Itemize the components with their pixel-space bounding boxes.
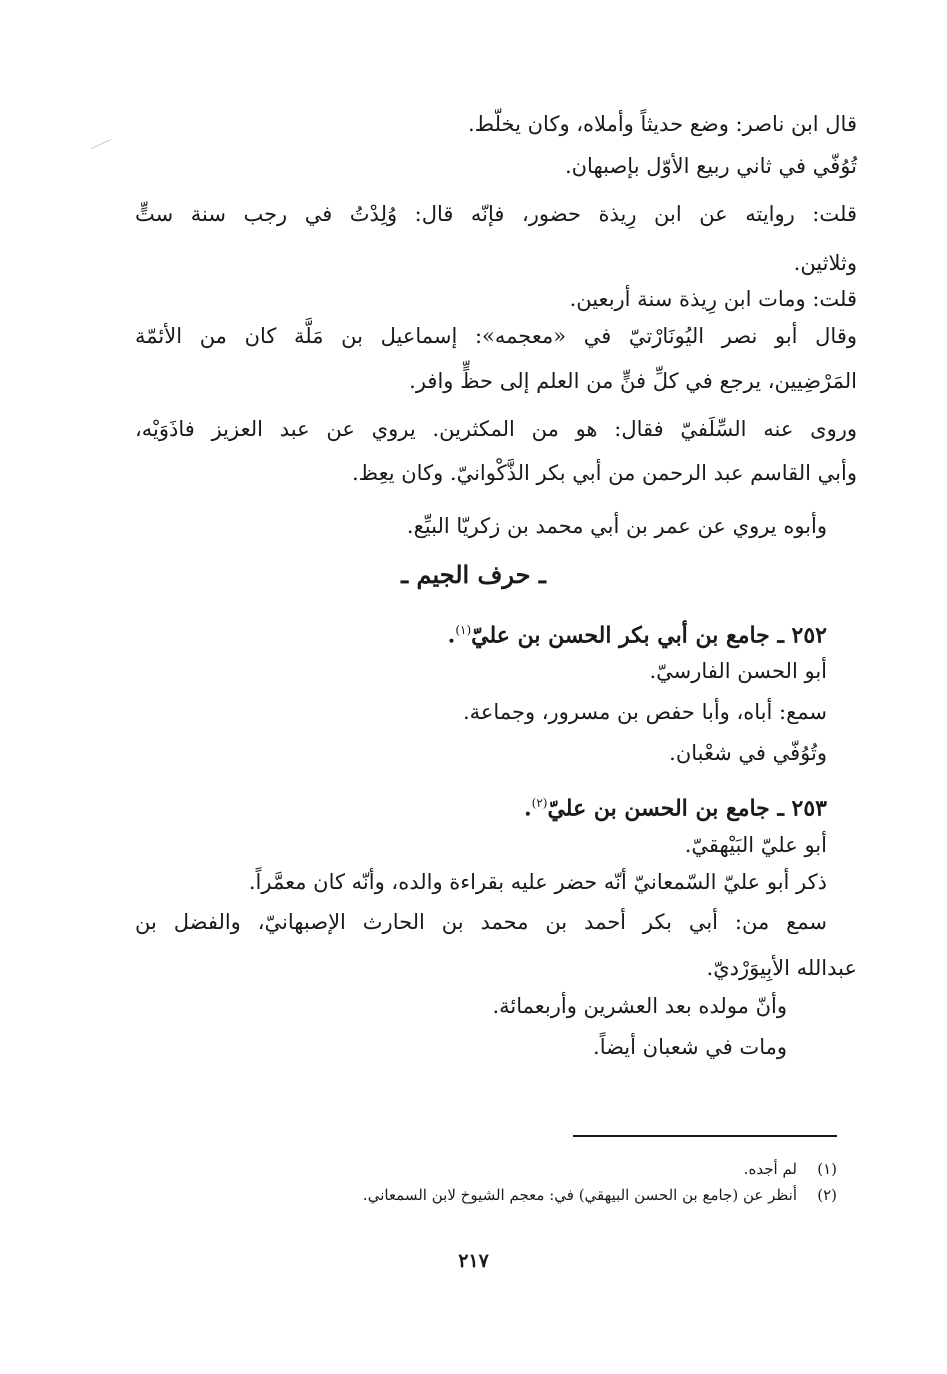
text-line: وأبي القاسم عبد الرحمن من أبي بكر الذَّكْوانيّ. وكان يعِظ. (352, 461, 857, 485)
entry-title (524, 787, 827, 824)
text-line: وأبوه يروي عن عمر بن أبي محمد بن زكريّا البيِّع. (406, 514, 827, 538)
text-line: وقال أبو نصر اليُونَارْتيّ في «معجمه»: إسماعيل بن مَلَّة كان من الأئمّة (135, 324, 857, 348)
text-line: وأنّ مولده بعد العشرين وأربعمائة. (492, 994, 787, 1018)
text-line: سمع من: أبي بكر أحمد بن محمد بن الحارث الإصبهانيّ، والفضل بن (135, 910, 827, 934)
text-line: قلت: ومات ابن رِيذة سنة أربعين. (569, 287, 857, 311)
entry-title-text: ٢٥٢ ـ جامع بن أبي بكر الحسن بن عليّ (471, 622, 827, 649)
text-line: ذكر أبو عليّ السّمعانيّ أنّه حضر عليه بقراءة والده، وأنّه كان معمَّراً. (248, 870, 827, 894)
text-line: أبو عليّ البَيْهقيّ. (684, 833, 827, 857)
text-line: وثلاثين. (793, 251, 857, 275)
footnote-ref[interactable]: (٢) (531, 796, 548, 810)
entry-title-end: . (447, 622, 456, 649)
section-heading: ـ حرف الجيم ـ (401, 560, 546, 589)
text-line: قال ابن ناصر: وضع حديثاً وأملاه، وكان يخلّط. (467, 112, 857, 136)
footnote-text: أنظر عن (جامع بن الحسن البيهقي) في: معجم الشيوخ لابن السمعاني. (362, 1186, 797, 1204)
text-line: عبدالله الأبِيوَرْديّ. (706, 956, 857, 980)
footnote-ref[interactable]: (١) (455, 623, 472, 637)
text-line: سمع: أباه، وأبا حفص بن مسرور، وجماعة. (462, 700, 827, 724)
text-line: أبو الحسن الفارسيّ. (649, 659, 827, 683)
text-line: وروى عنه السِّلَفيّ فقال: هو من المكثرين. يروي عن عبد العزيز فاذَوَيْه، (135, 417, 857, 441)
footnote (363, 1184, 837, 1206)
footnote-text: لم أجده. (743, 1160, 797, 1178)
scan-artifact (91, 139, 115, 156)
text-line: تُوُفّي في ثاني ربيع الأوّل بإصبهان. (564, 154, 857, 178)
text-line: المَرْضِيين، يرجع في كلِّ فنٍّ من العلم إلى حظٍّ وافر. (409, 369, 857, 393)
entry-title-text: ٢٥٣ ـ جامع بن الحسن بن عليّ (547, 795, 827, 822)
entry-title (448, 614, 827, 651)
footnote-number: (٢) (817, 1186, 837, 1204)
footnote (744, 1158, 837, 1180)
text-line: ومات في شعبان أيضاً. (593, 1035, 787, 1059)
footnote-number: (١) (817, 1160, 837, 1178)
text-line: قلت: روايته عن ابن رِيذة حضور، فإنّه قال: وُلِدْتُ في رجب سنة ستٍّ (135, 202, 857, 226)
entry-title-end: . (523, 795, 532, 822)
footnote-separator (573, 1135, 837, 1137)
page-number: ٢١٧ (458, 1250, 489, 1272)
text-line: وتُوُفّي في شعْبان. (669, 741, 827, 765)
